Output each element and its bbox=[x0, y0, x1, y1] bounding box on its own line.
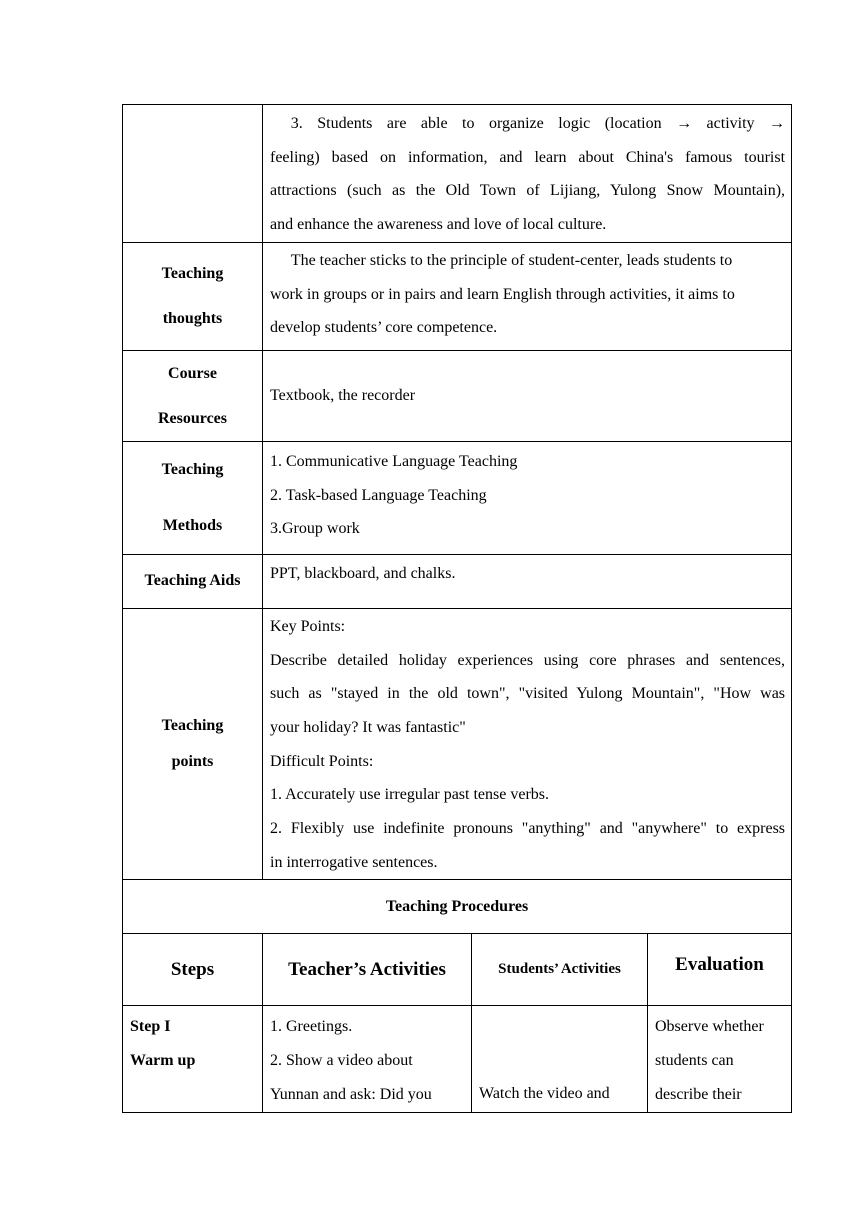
thoughts-row bbox=[123, 242, 792, 350]
step-1-eval-line-3: describe their bbox=[655, 1085, 742, 1103]
objectives-line-2: feeling) based on information, and learn about China's famous tourist bbox=[270, 148, 786, 166]
step-1-number: Step I bbox=[130, 1018, 171, 1036]
teacher-activities-header: Teacher’s Activities bbox=[263, 934, 472, 1006]
aids-row bbox=[123, 554, 792, 608]
aids-text: PPT, blackboard, and chalks. bbox=[270, 564, 456, 582]
key-points-line-3: your holiday? It was fantastic" bbox=[270, 718, 466, 736]
lesson-plan-table bbox=[122, 104, 792, 1113]
thoughts-line-1: The teacher sticks to the principle of student-center, leads students to bbox=[290, 251, 733, 269]
methods-content bbox=[263, 441, 792, 554]
steps-header: Steps bbox=[123, 934, 263, 1006]
methods-label-line-1: Teaching bbox=[161, 460, 224, 478]
thoughts-label-line-1: Teaching bbox=[161, 265, 224, 283]
difficult-points-heading: Difficult Points: bbox=[270, 752, 374, 770]
step-1-teacher-line-2: 2. Show a video about bbox=[270, 1052, 413, 1070]
methods-label-line-2: Methods bbox=[162, 516, 223, 534]
resources-label-line-1: Course bbox=[168, 364, 217, 382]
step-1-evaluation bbox=[648, 1006, 792, 1112]
step-1-row bbox=[123, 1006, 792, 1112]
aids-content bbox=[263, 554, 792, 608]
points-content bbox=[263, 608, 792, 880]
step-1-eval-line-2: students can bbox=[655, 1052, 734, 1070]
thoughts-content bbox=[263, 242, 792, 350]
points-label bbox=[123, 608, 263, 880]
objectives-line-1: 3. Students are able to organize logic (location → activity → bbox=[290, 115, 786, 132]
step-1-students-line-1: Watch the video and bbox=[479, 1085, 610, 1103]
procedures-title-row bbox=[123, 880, 792, 934]
difficult-point-1: 1. Accurately use irregular past tense verbs. bbox=[270, 786, 550, 804]
evaluation-header: Evaluation bbox=[648, 934, 792, 1006]
students-activities-header: Students’ Activities bbox=[472, 934, 648, 1006]
methods-item-1: 1. Communicative Language Teaching bbox=[270, 452, 518, 470]
objectives-row bbox=[123, 105, 792, 243]
procedures-header-row bbox=[123, 934, 792, 1006]
objectives-label-cell bbox=[123, 105, 263, 243]
procedures-title: Teaching Procedures bbox=[123, 880, 792, 934]
difficult-point-2-line-2: in interrogative sentences. bbox=[270, 853, 438, 871]
key-points-line-2: such as "stayed in the old town", "visited Yulong Mountain", "How was bbox=[270, 685, 786, 703]
points-row bbox=[123, 608, 792, 880]
key-points-line-1: Describe detailed holiday experiences using core phrases and sentences, bbox=[270, 651, 786, 669]
aids-label: Teaching Aids bbox=[123, 554, 263, 608]
step-1-eval-line-1: Observe whether bbox=[655, 1018, 764, 1036]
resources-text: Textbook, the recorder bbox=[270, 386, 416, 404]
methods-item-2: 2. Task-based Language Teaching bbox=[270, 486, 487, 504]
step-1-students-activities bbox=[472, 1006, 648, 1112]
points-label-line-1: Teaching bbox=[161, 717, 224, 735]
step-1-label bbox=[123, 1006, 263, 1112]
methods-row bbox=[123, 441, 792, 554]
key-points-heading: Key Points: bbox=[270, 617, 346, 635]
resources-row bbox=[123, 350, 792, 441]
thoughts-label bbox=[123, 242, 263, 350]
step-1-name: Warm up bbox=[130, 1052, 196, 1070]
thoughts-line-3: develop students’ core competence. bbox=[270, 319, 498, 337]
resources-content bbox=[263, 350, 792, 441]
difficult-point-2-line-1: 2. Flexibly use indefinite pronouns "anything" and "anywhere" to express bbox=[270, 820, 786, 838]
objectives-line-3: attractions (such as the Old Town of Lijiang, Yulong Snow Mountain), bbox=[270, 182, 786, 200]
methods-label bbox=[123, 441, 263, 554]
thoughts-label-line-2: thoughts bbox=[162, 310, 223, 328]
resources-label-line-2: Resources bbox=[157, 409, 228, 427]
resources-label bbox=[123, 350, 263, 441]
step-1-teacher-line-3: Yunnan and ask: Did you bbox=[270, 1085, 432, 1103]
step-1-teacher-activities bbox=[263, 1006, 472, 1112]
step-1-teacher-line-1: 1. Greetings. bbox=[270, 1018, 353, 1036]
methods-item-3: 3.Group work bbox=[270, 520, 360, 538]
points-label-line-2: points bbox=[171, 753, 214, 771]
thoughts-line-2: work in groups or in pairs and learn English through activities, it aims to bbox=[270, 285, 735, 303]
objectives-line-4: and enhance the awareness and love of local culture. bbox=[270, 216, 607, 234]
objectives-content bbox=[263, 105, 792, 243]
